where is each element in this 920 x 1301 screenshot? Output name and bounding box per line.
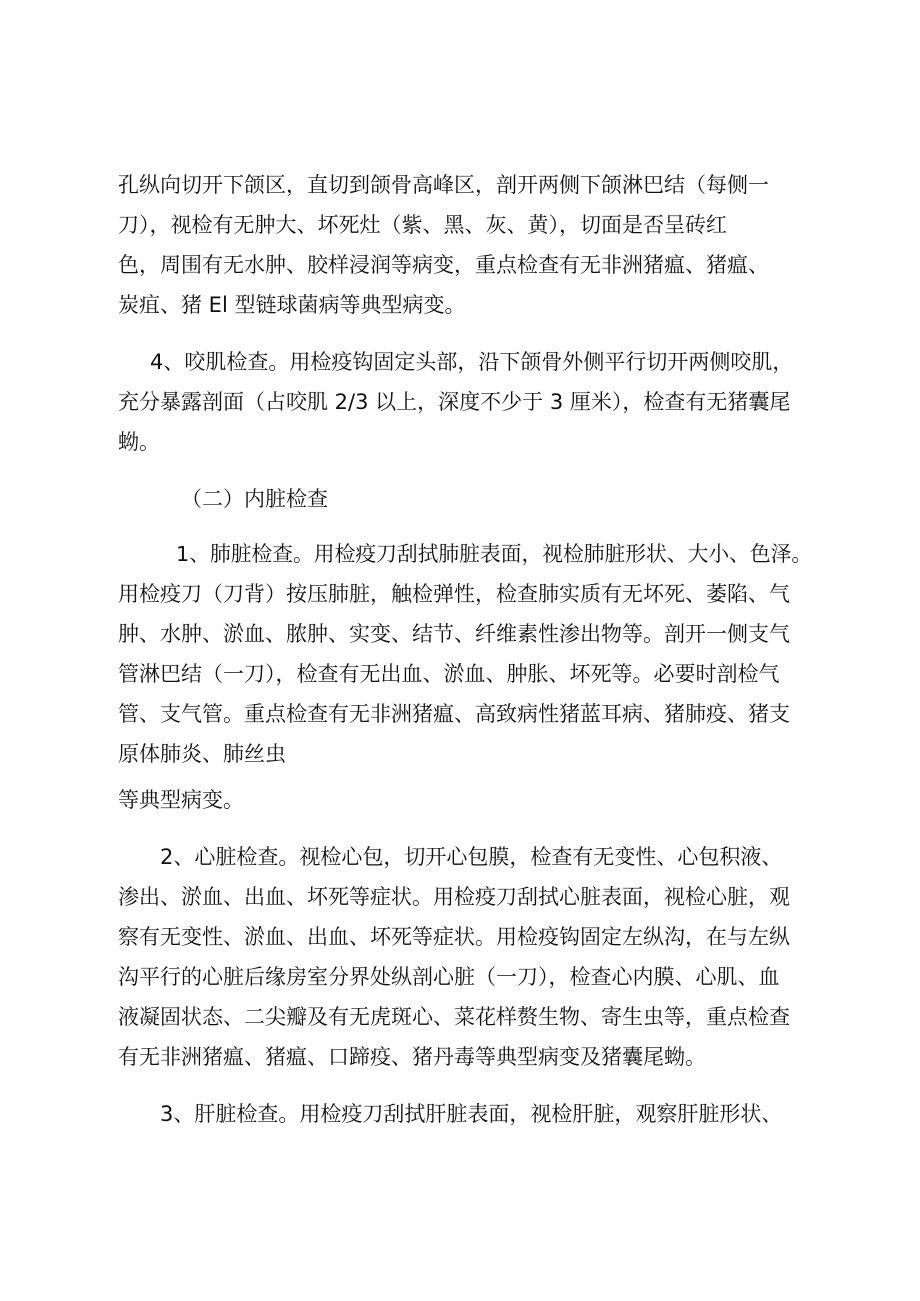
text-line: 孔纵向切开下颌区，直切到颌骨高峰区，剖开两侧下颌淋巴结（每侧一 xyxy=(118,173,769,197)
text-line: 蚴。 xyxy=(118,430,160,454)
text-line: 肿、水肿、淤血、脓肿、实变、结节、纤维素性渗出物等。剖开一侧支气 xyxy=(118,622,790,646)
text-line: 等典型病变。 xyxy=(118,788,244,812)
text-line: 充分暴露剖面（占咬肌 2/3 以上，深度不少于 3 厘米），检查有无猪囊尾 xyxy=(118,390,791,414)
text-line: 2、心脏检查。视检心包，切开心包膜，检查有无变性、心包积液、 xyxy=(160,845,783,869)
text-line: 刀），视检有无肿大、坏死灶（紫、黑、灰、黄），切面是否呈砖红 xyxy=(118,213,727,237)
text-line: 管淋巴结（一刀），检查有无出血、淤血、肿胀、坏死等。必要时剖检气 xyxy=(118,662,780,686)
text-line: 原体肺炎、肺丝虫 xyxy=(118,742,286,766)
text-line: 炭疽、猪 El 型链球菌病等典型病变。 xyxy=(118,293,466,317)
text-line: 察有无变性、淤血、出血、坏死等症状。用检疫钩固定左纵沟，在与左纵 xyxy=(118,925,790,949)
text-line: 1、肺脏检查。用检疫刀刮拭肺脏表面，视检肺脏形状、大小、色泽。 xyxy=(176,542,813,566)
text-line: 色，周围有无水肿、胶样浸润等病变，重点检查有无非洲猪瘟、猪瘟、 xyxy=(118,253,769,277)
section-heading: （二）内脏检查 xyxy=(181,487,328,511)
text-line: 4、咬肌检查。用检疫钩固定头部，沿下颌骨外侧平行切开两侧咬肌， xyxy=(150,350,794,374)
text-line: 有无非洲猪瘟、猪瘟、口蹄疫、猪丹毒等典型病变及猪囊尾蚴。 xyxy=(118,1045,706,1069)
text-line: 管、支气管。重点检查有无非洲猪瘟、高致病性猪蓝耳病、猪肺疫、猪支 xyxy=(118,702,790,726)
text-line: 沟平行的心脏后缘房室分界处纵剖心脏（一刀），检查心内膜、心肌、血 xyxy=(118,965,780,989)
text-line: 3、肝脏检查。用检疫刀刮拭肝脏表面，视检肝脏，观察肝脏形状、 xyxy=(160,1102,783,1126)
text-line: 用检疫刀（刀背）按压肺脏，触检弹性，检查肺实质有无坏死、萎陷、气 xyxy=(118,582,790,606)
text-line: 渗出、淤血、出血、坏死等症状。用检疫刀刮拭心脏表面，视检心脏，观 xyxy=(118,885,790,909)
text-line: 液凝固状态、二尖瓣及有无虎斑心、菜花样赘生物、寄生虫等，重点检查 xyxy=(118,1005,790,1029)
